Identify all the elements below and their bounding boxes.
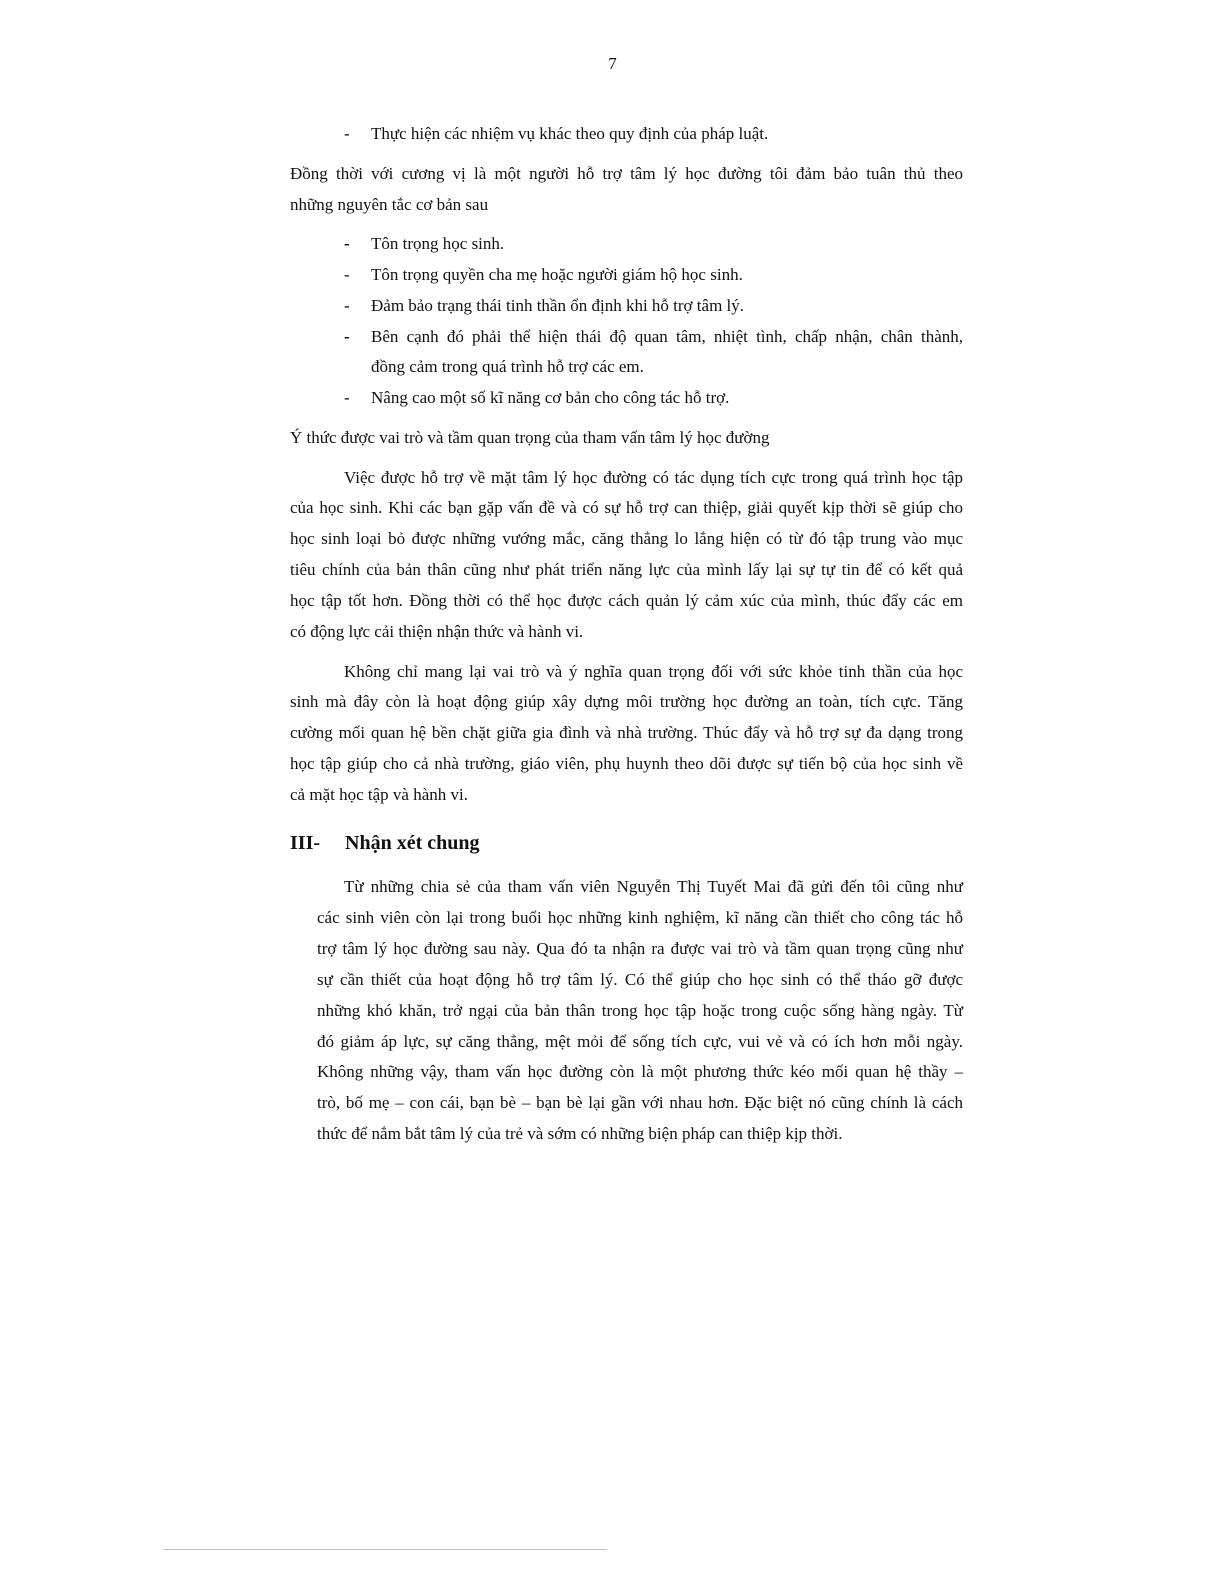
principle-item: Tôn trọng quyền cha mẹ hoặc người giám hộ học sinh. <box>371 265 743 284</box>
paragraph-line: các sinh viên còn lại trong buổi học những kinh nghiệm, kĩ năng cần thiết cho công tác hỗ <box>317 908 963 927</box>
paragraph-line: học tập giúp cho cả nhà trường, giáo viên, phụ huynh theo dõi được sự tiến bộ của học sinh về <box>290 754 963 773</box>
page-number: 7 <box>608 54 617 73</box>
paragraph-line: Không chỉ mang lại vai trò và ý nghĩa quan trọng đối với sức khỏe tinh thần của học <box>344 662 963 681</box>
bullet-dash: - <box>344 296 350 315</box>
paragraph-line: Việc được hỗ trợ về mặt tâm lý học đường có tác dụng tích cực trong quá trình học tập <box>344 468 963 487</box>
paragraph-line: Không những vậy, tham vấn học đường còn là một phương thức kéo mối quan hệ thầy – <box>317 1062 963 1081</box>
paragraph-line: sự cần thiết của hoạt động hỗ trợ tâm lý. Có thể giúp cho học sinh có thể tháo gỡ được <box>317 970 963 989</box>
footnote-separator <box>163 1549 607 1550</box>
principle-item: Nâng cao một số kĩ năng cơ bản cho công tác hỗ trợ. <box>371 388 730 407</box>
bullet-dash: - <box>344 124 350 143</box>
paragraph-line: trợ tâm lý học đường sau này. Qua đó ta nhận ra được vai trò và tầm quan trọng cũng như <box>317 939 963 958</box>
paragraph-line: cả mặt học tập và hành vi. <box>290 785 468 804</box>
section-title: Nhận xét chung <box>345 832 480 854</box>
paragraph-line: tiêu chính của bản thân cũng như phát triển năng lực của mình lấy lại sự tự tin để có kết quả <box>290 560 963 579</box>
section-heading <box>290 832 479 855</box>
bullet-dash: - <box>344 327 350 346</box>
principle-item: Tôn trọng học sinh. <box>371 234 505 253</box>
bullet-dash: - <box>344 265 350 284</box>
paragraph-line: có động lực cải thiện nhận thức và hành vi. <box>290 622 584 641</box>
paragraph-line: học sinh loại bỏ được những vướng mắc, căng thẳng lo lắng hiện có từ đó tập trung vào mục <box>290 529 963 548</box>
paragraph-line: trò, bố mẹ – con cái, bạn bè – bạn bè lại gần với nhau hơn. Đặc biệt nó cũng chính là cách <box>317 1093 963 1112</box>
paragraph-line: thức để nắm bắt tâm lý của trẻ và sớm có những biện pháp can thiệp kịp thời. <box>317 1124 843 1143</box>
paragraph-line: đó giảm áp lực, sự căng thẳng, mệt mỏi để sống tích cực, vui vẻ và có ích hơn mỗi ngày. <box>317 1032 963 1051</box>
paragraph-line: những khó khăn, trở ngại của bản thân trong học tập hoặc trong cuộc sống hàng ngày. Từ <box>317 1001 963 1020</box>
bullet-dash: - <box>344 388 350 407</box>
section-number: III- <box>290 832 321 854</box>
principle-item-continued: đồng cảm trong quá trình hỗ trợ các em. <box>371 357 644 376</box>
principle-item: Đảm bảo trạng thái tinh thần ổn định khi hỗ trợ tâm lý. <box>371 296 745 315</box>
paragraph-line: của học sinh. Khi các bạn gặp vấn đề và có sự hỗ trợ can thiệp, giải quyết kịp thời sẽ giúp cho <box>290 498 963 517</box>
paragraph-line: học tập tốt hơn. Đồng thời có thể học được cách quản lý cảm xúc của mình, thúc đẩy các em <box>290 591 963 610</box>
paragraph-line: sinh mà đây còn là hoạt động giúp xây dựng môi trường học đường an toàn, tích cực. Tăng <box>290 692 963 711</box>
awareness-heading: Ý thức được vai trò và tầm quan trọng của tham vấn tâm lý học đường <box>290 428 770 447</box>
bullet-dash: - <box>344 234 350 253</box>
paragraph-line: Từ những chia sẻ của tham vấn viên Nguyễn Thị Tuyết Mai đã gửi đến tôi cũng như <box>344 877 963 896</box>
paragraph-line: cường mối quan hệ bền chặt giữa gia đình và nhà trường. Thúc đẩy và hỗ trợ sự đa dạng trong <box>290 723 963 742</box>
bullet-item: Thực hiện các nhiệm vụ khác theo quy định của pháp luật. <box>371 124 769 143</box>
paragraph-line: Đồng thời với cương vị là một người hỗ trợ tâm lý học đường tôi đảm bảo tuân thủ theo <box>290 164 963 183</box>
paragraph-line: những nguyên tắc cơ bản sau <box>290 195 489 214</box>
principle-item: Bên cạnh đó phải thể hiện thái độ quan tâm, nhiệt tình, chấp nhận, chân thành, <box>371 327 963 346</box>
